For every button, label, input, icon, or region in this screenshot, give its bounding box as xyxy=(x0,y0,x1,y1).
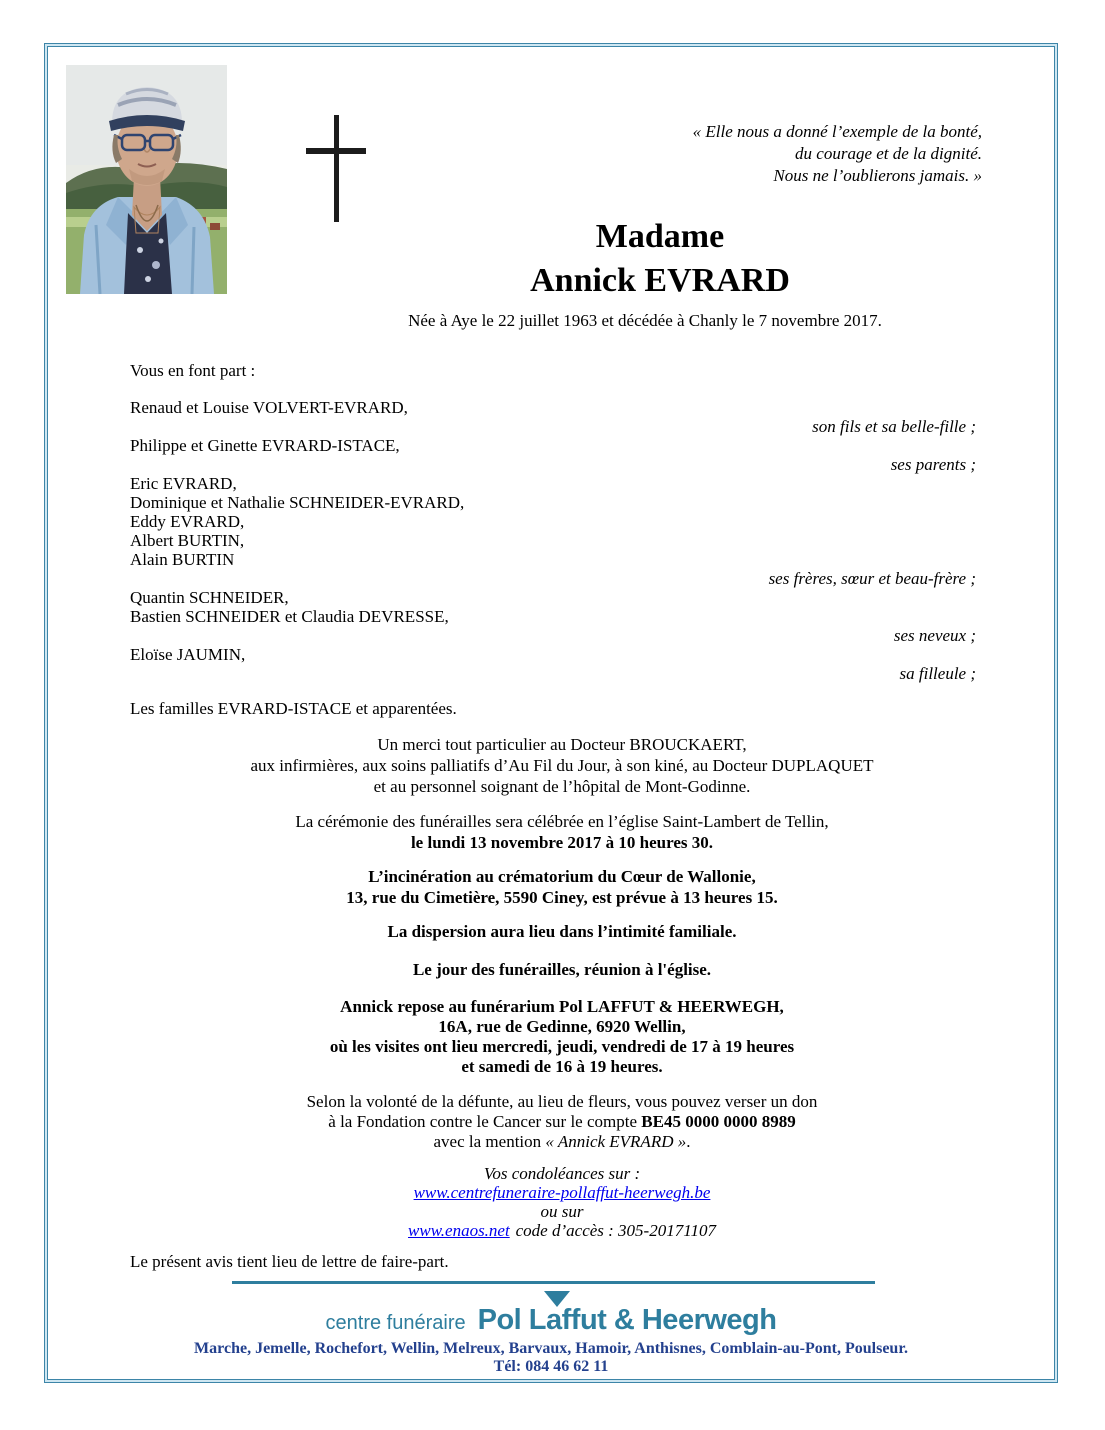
family-name: Philippe et Ginette EVRARD-ISTACE, xyxy=(130,436,400,455)
reunion-paragraph xyxy=(48,959,1054,980)
funeral-home-footer xyxy=(48,1281,1054,1376)
condolences-or: ou sur xyxy=(540,1202,584,1221)
access-code: code d’accès : 305-20171107 xyxy=(515,1221,716,1240)
quote-line: du courage et de la dignité. xyxy=(795,144,982,163)
condolences-link-funeraire[interactable]: www.centrefuneraire-pollaffut-heerwegh.be xyxy=(413,1183,711,1202)
announcement-body xyxy=(48,361,1054,1376)
cremation-paragraph xyxy=(48,866,1054,908)
mention-suffix: . xyxy=(686,1132,691,1151)
donation-account-number: BE45 0000 0000 8989 xyxy=(641,1112,796,1131)
title-name: Annick EVRARD xyxy=(530,262,790,299)
family-relation: sa filleule ; xyxy=(899,664,976,683)
memorial-quote xyxy=(693,121,982,187)
quote-line: Nous ne l’oublierons jamais. » xyxy=(773,166,982,185)
family-name: Alain BURTIN xyxy=(130,550,235,569)
thanks-line: aux infirmières, aux soins palliatifs d’Au Fil du Jour, à son kiné, au Docteur DUPLAQUET xyxy=(250,756,874,775)
families-closing: Les familles EVRARD-ISTACE et apparentées. xyxy=(130,699,457,718)
repose-visits: et samedi de 16 à 19 heures. xyxy=(461,1057,663,1076)
ceremony-datetime: le lundi 13 novembre 2017 à 10 heures 30. xyxy=(410,833,714,852)
dispersion-line: La dispersion aura lieu dans l’intimité familiale. xyxy=(387,922,737,941)
card-header xyxy=(48,47,1054,347)
brand-prefix: centre funéraire xyxy=(325,1312,466,1334)
cross-horizontal-bar xyxy=(306,148,366,154)
faire-part-notice: Le présent avis tient lieu de lettre de faire-part. xyxy=(130,1252,449,1271)
family-relation: ses parents ; xyxy=(890,455,976,474)
family-name: Bastien SCHNEIDER et Claudia DEVRESSE, xyxy=(130,607,449,626)
cross-vertical-bar xyxy=(334,115,339,222)
cremation-address: 13, rue du Cimetière, 5590 Ciney, est prévue à 13 heures 15. xyxy=(346,888,778,907)
family-name: Eddy EVRARD, xyxy=(130,512,245,531)
donation-line: Selon la volonté de la défunte, au lieu de fleurs, vous pouvez verser un don xyxy=(306,1092,818,1111)
funeral-home-logo xyxy=(48,1304,1054,1337)
family-name: Albert BURTIN, xyxy=(130,531,245,550)
condolences-label: Vos condoléances sur : xyxy=(483,1164,641,1183)
latin-cross-icon xyxy=(306,115,368,225)
donation-account-line xyxy=(152,1112,972,1132)
repose-paragraph xyxy=(48,997,1054,1077)
repose-line: Annick repose au funérarium Pol LAFFUT & HEERWEGH, xyxy=(340,997,784,1016)
reunion-line: Le jour des funérailles, réunion à l'église. xyxy=(412,960,712,979)
donation-prefix: à la Fondation contre le Cancer sur le compte xyxy=(328,1112,642,1131)
family-relation: son fils et sa belle-fille ; xyxy=(812,417,976,436)
birth-death-line: Née à Aye le 22 juillet 1963 et décédée à Chanly le 7 novembre 2017. xyxy=(408,311,882,330)
quote-line: « Elle nous a donné l’exemple de la bonté, xyxy=(692,122,982,141)
donation-mention-line xyxy=(152,1132,972,1152)
ceremony-paragraph xyxy=(48,811,1054,853)
family-name: Renaud et Louise VOLVERT-EVRARD, xyxy=(130,398,408,417)
family-name: Eloïse JAUMIN, xyxy=(130,645,246,664)
repose-address: 16A, rue de Gedinne, 6920 Wellin, xyxy=(438,1017,686,1036)
cremation-place: L’incinération au crématorium du Cœur de Wallonie, xyxy=(368,867,756,886)
ceremony-place: La cérémonie des funérailles sera célébrée en l’église Saint-Lambert de Tellin, xyxy=(295,812,829,831)
condolences-enaos-line xyxy=(152,1221,972,1240)
dispersion-paragraph xyxy=(48,921,1054,942)
family-relation: ses neveux ; xyxy=(893,626,976,645)
title-honorific: Madame xyxy=(595,218,725,255)
donation-paragraph xyxy=(48,1092,1054,1152)
condolences-link-enaos[interactable]: www.enaos.net xyxy=(408,1221,510,1240)
repose-visits: où les visites ont lieu mercredi, jeudi, vendredi de 17 à 19 heures xyxy=(329,1037,795,1056)
family-intro: Vous en font part : xyxy=(130,361,256,380)
family-name: Dominique et Nathalie SCHNEIDER-EVRARD, xyxy=(130,493,465,512)
thanks-paragraph xyxy=(48,734,1054,797)
footer-phone: Tél: 084 46 62 11 xyxy=(493,1358,609,1375)
thanks-line: Un merci tout particulier au Docteur BROUCKAERT, xyxy=(377,735,747,754)
family-name: Eric EVRARD, xyxy=(130,474,237,493)
family-list xyxy=(48,398,1054,683)
page-title xyxy=(48,215,1054,303)
mention-name: « Annick EVRARD » xyxy=(545,1132,687,1151)
footer-cities: Marche, Jemelle, Rochefort, Wellin, Melreux, Barvaux, Hamoir, Anthisnes, Comblain-au-Pont, Poulseur. xyxy=(194,1340,908,1357)
card-content xyxy=(47,46,1055,1380)
decorative-frame xyxy=(44,43,1058,1383)
family-relation: ses frères, sœur et beau-frère ; xyxy=(768,569,976,588)
family-name: Quantin SCHNEIDER, xyxy=(130,588,289,607)
condolences-paragraph xyxy=(48,1164,1054,1240)
brand-name: Pol Laffut & Heerwegh xyxy=(477,1304,777,1336)
footer-divider xyxy=(232,1281,875,1284)
mention-prefix: avec la mention xyxy=(433,1132,546,1151)
thanks-line: et au personnel soignant de l’hôpital de Mont-Godinne. xyxy=(373,777,751,796)
